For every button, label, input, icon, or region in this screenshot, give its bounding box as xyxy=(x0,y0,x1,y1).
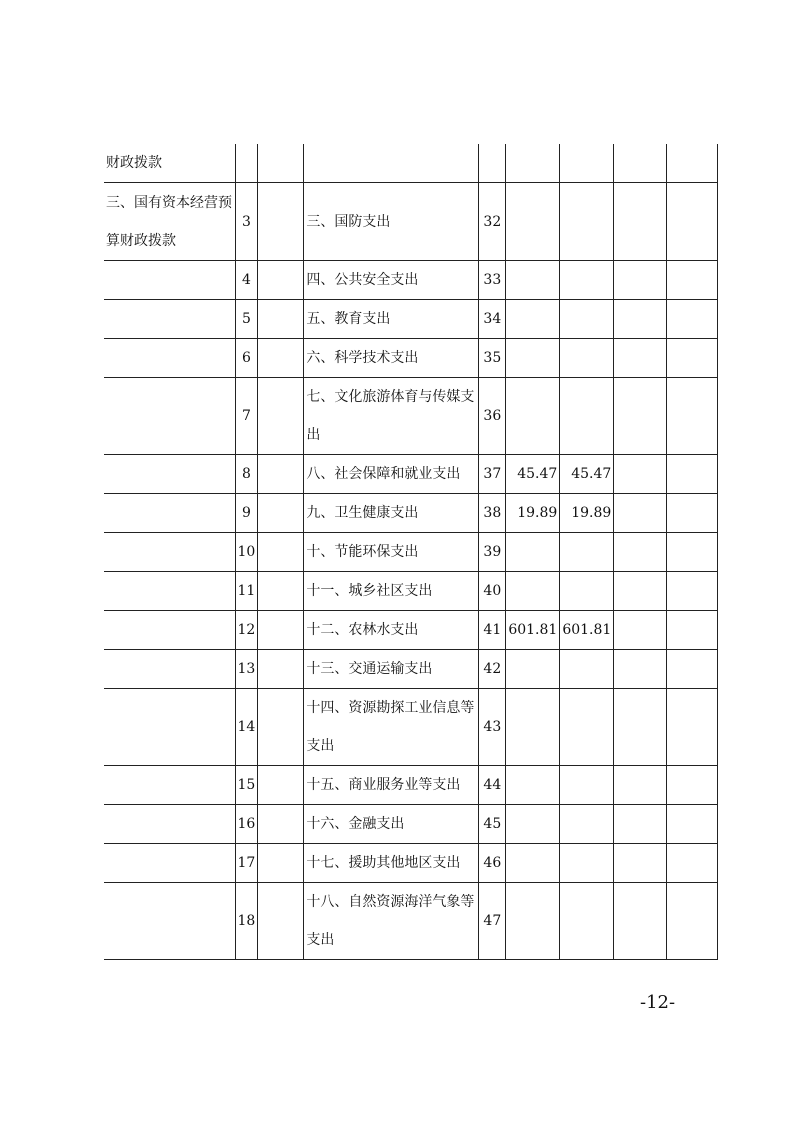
blank-cell xyxy=(258,494,304,533)
table-row xyxy=(104,611,718,650)
row-number-cell: 9 xyxy=(235,494,258,533)
amount-cell xyxy=(667,339,718,378)
expenditure-item-cell: 九、卫生健康支出 xyxy=(304,494,479,533)
amount-cell xyxy=(667,650,718,689)
funding-source-cell xyxy=(104,378,235,455)
amount-general-cell xyxy=(560,572,614,611)
line-number-cell: 45 xyxy=(479,805,506,844)
table-row xyxy=(104,378,718,455)
blank-cell xyxy=(258,455,304,494)
amount-cell xyxy=(667,455,718,494)
row-number-cell: 7 xyxy=(235,378,258,455)
expenditure-item-cell xyxy=(304,144,479,183)
expenditure-item-cell: 十六、金融支出 xyxy=(304,805,479,844)
line-number-cell: 41 xyxy=(479,611,506,650)
table-row xyxy=(104,650,718,689)
expenditure-item-cell: 十三、交通运输支出 xyxy=(304,650,479,689)
amount-cell xyxy=(667,766,718,805)
funding-source-cell xyxy=(104,650,235,689)
funding-source-cell: 三、国有资本经营预算财政拨款 xyxy=(104,183,235,261)
row-number-cell: 6 xyxy=(235,339,258,378)
amount-cell xyxy=(614,533,667,572)
amount-total-cell xyxy=(506,844,560,883)
amount-total-cell xyxy=(506,689,560,766)
row-number-cell: 18 xyxy=(235,883,258,960)
funding-source-cell xyxy=(104,805,235,844)
line-number-cell: 32 xyxy=(479,183,506,261)
row-number-cell: 10 xyxy=(235,533,258,572)
amount-cell xyxy=(614,805,667,844)
expenditure-item-cell: 六、科学技术支出 xyxy=(304,339,479,378)
amount-cell xyxy=(614,300,667,339)
blank-cell xyxy=(258,844,304,883)
amount-general-cell: 19.89 xyxy=(560,494,614,533)
row-number-cell: 14 xyxy=(235,689,258,766)
row-number-cell: 16 xyxy=(235,805,258,844)
line-number-cell: 38 xyxy=(479,494,506,533)
funding-source-cell xyxy=(104,455,235,494)
amount-cell xyxy=(667,494,718,533)
amount-cell xyxy=(614,144,667,183)
amount-general-cell xyxy=(560,689,614,766)
amount-general-cell: 45.47 xyxy=(560,455,614,494)
line-number-cell: 42 xyxy=(479,650,506,689)
amount-general-cell xyxy=(560,844,614,883)
blank-cell xyxy=(258,650,304,689)
table-row xyxy=(104,533,718,572)
amount-cell xyxy=(614,261,667,300)
amount-general-cell xyxy=(560,261,614,300)
expenditure-item-cell: 十、节能环保支出 xyxy=(304,533,479,572)
table-body xyxy=(104,144,718,960)
amount-cell xyxy=(667,689,718,766)
blank-cell xyxy=(258,766,304,805)
amount-total-cell xyxy=(506,144,560,183)
row-number-cell: 3 xyxy=(235,183,258,261)
blank-cell xyxy=(258,572,304,611)
table-row xyxy=(104,766,718,805)
line-number-cell: 33 xyxy=(479,261,506,300)
expenditure-item-cell: 十二、农林水支出 xyxy=(304,611,479,650)
amount-cell xyxy=(667,883,718,960)
amount-total-cell xyxy=(506,533,560,572)
amount-total-cell xyxy=(506,650,560,689)
expenditure-item-cell: 十一、城乡社区支出 xyxy=(304,572,479,611)
amount-cell xyxy=(667,844,718,883)
table-row xyxy=(104,300,718,339)
table-row xyxy=(104,183,718,261)
funding-source-cell xyxy=(104,494,235,533)
blank-cell xyxy=(258,300,304,339)
blank-cell xyxy=(258,144,304,183)
row-number-cell: 15 xyxy=(235,766,258,805)
amount-cell xyxy=(614,378,667,455)
table-row xyxy=(104,261,718,300)
expenditure-item-cell: 三、国防支出 xyxy=(304,183,479,261)
amount-cell xyxy=(667,261,718,300)
amount-total-cell xyxy=(506,883,560,960)
table-row xyxy=(104,572,718,611)
expenditure-item-cell: 四、公共安全支出 xyxy=(304,261,479,300)
expenditure-item-cell: 七、文化旅游体育与传媒支出 xyxy=(304,378,479,455)
funding-source-cell xyxy=(104,883,235,960)
amount-cell xyxy=(667,533,718,572)
amount-total-cell xyxy=(506,572,560,611)
amount-total-cell: 19.89 xyxy=(506,494,560,533)
expenditure-item-cell: 十七、援助其他地区支出 xyxy=(304,844,479,883)
amount-total-cell xyxy=(506,766,560,805)
amount-total-cell: 45.47 xyxy=(506,455,560,494)
table-row xyxy=(104,494,718,533)
expenditure-item-cell: 五、教育支出 xyxy=(304,300,479,339)
line-number-cell: 47 xyxy=(479,883,506,960)
table-row xyxy=(104,339,718,378)
row-number-cell: 8 xyxy=(235,455,258,494)
amount-general-cell xyxy=(560,805,614,844)
table-row xyxy=(104,844,718,883)
amount-total-cell xyxy=(506,261,560,300)
amount-general-cell: 601.81 xyxy=(560,611,614,650)
amount-general-cell xyxy=(560,378,614,455)
table-row xyxy=(104,689,718,766)
budget-table xyxy=(104,144,718,960)
expenditure-item-cell: 十八、自然资源海洋气象等支出 xyxy=(304,883,479,960)
funding-source-cell xyxy=(104,689,235,766)
line-number-cell: 36 xyxy=(479,378,506,455)
expenditure-item-cell: 八、社会保障和就业支出 xyxy=(304,455,479,494)
amount-general-cell xyxy=(560,144,614,183)
amount-total-cell xyxy=(506,378,560,455)
amount-general-cell xyxy=(560,183,614,261)
amount-cell xyxy=(667,572,718,611)
amount-general-cell xyxy=(560,339,614,378)
line-number-cell: 44 xyxy=(479,766,506,805)
amount-cell xyxy=(667,183,718,261)
amount-cell xyxy=(667,144,718,183)
table-row xyxy=(104,883,718,960)
amount-cell xyxy=(614,572,667,611)
amount-cell xyxy=(667,300,718,339)
amount-cell xyxy=(614,650,667,689)
row-number-cell: 4 xyxy=(235,261,258,300)
blank-cell xyxy=(258,183,304,261)
table-row xyxy=(104,805,718,844)
line-number-cell: 40 xyxy=(479,572,506,611)
row-number-cell: 17 xyxy=(235,844,258,883)
row-number-cell: 12 xyxy=(235,611,258,650)
funding-source-cell xyxy=(104,261,235,300)
funding-source-cell: 财政拨款 xyxy=(104,144,235,183)
amount-general-cell xyxy=(560,650,614,689)
amount-cell xyxy=(667,805,718,844)
blank-cell xyxy=(258,611,304,650)
line-number-cell: 34 xyxy=(479,300,506,339)
amount-cell xyxy=(614,883,667,960)
blank-cell xyxy=(258,339,304,378)
amount-cell xyxy=(614,455,667,494)
blank-cell xyxy=(258,883,304,960)
amount-cell xyxy=(614,339,667,378)
amount-total-cell xyxy=(506,183,560,261)
amount-cell xyxy=(614,689,667,766)
amount-general-cell xyxy=(560,883,614,960)
funding-source-cell xyxy=(104,611,235,650)
line-number-cell: 43 xyxy=(479,689,506,766)
blank-cell xyxy=(258,378,304,455)
amount-total-cell xyxy=(506,339,560,378)
line-number-cell: 46 xyxy=(479,844,506,883)
expenditure-item-cell: 十五、商业服务业等支出 xyxy=(304,766,479,805)
line-number-cell: 35 xyxy=(479,339,506,378)
amount-cell xyxy=(667,611,718,650)
blank-cell xyxy=(258,261,304,300)
table-row xyxy=(104,144,718,183)
line-number-cell: 37 xyxy=(479,455,506,494)
line-number-cell: 39 xyxy=(479,533,506,572)
amount-cell xyxy=(614,494,667,533)
funding-source-cell xyxy=(104,572,235,611)
funding-source-cell xyxy=(104,339,235,378)
amount-cell xyxy=(667,378,718,455)
amount-total-cell xyxy=(506,300,560,339)
funding-source-cell xyxy=(104,533,235,572)
amount-total-cell: 601.81 xyxy=(506,611,560,650)
blank-cell xyxy=(258,533,304,572)
amount-cell xyxy=(614,183,667,261)
row-number-cell: 11 xyxy=(235,572,258,611)
row-number-cell: 5 xyxy=(235,300,258,339)
page-number: -12- xyxy=(640,992,676,1013)
table-row xyxy=(104,455,718,494)
amount-total-cell xyxy=(506,805,560,844)
funding-source-cell xyxy=(104,300,235,339)
funding-source-cell xyxy=(104,766,235,805)
blank-cell xyxy=(258,689,304,766)
blank-cell xyxy=(258,805,304,844)
amount-general-cell xyxy=(560,533,614,572)
amount-cell xyxy=(614,611,667,650)
amount-general-cell xyxy=(560,766,614,805)
amount-cell xyxy=(614,766,667,805)
row-number-cell xyxy=(235,144,258,183)
line-number-cell xyxy=(479,144,506,183)
row-number-cell: 13 xyxy=(235,650,258,689)
amount-cell xyxy=(614,844,667,883)
funding-source-cell xyxy=(104,844,235,883)
amount-general-cell xyxy=(560,300,614,339)
expenditure-item-cell: 十四、资源勘探工业信息等支出 xyxy=(304,689,479,766)
